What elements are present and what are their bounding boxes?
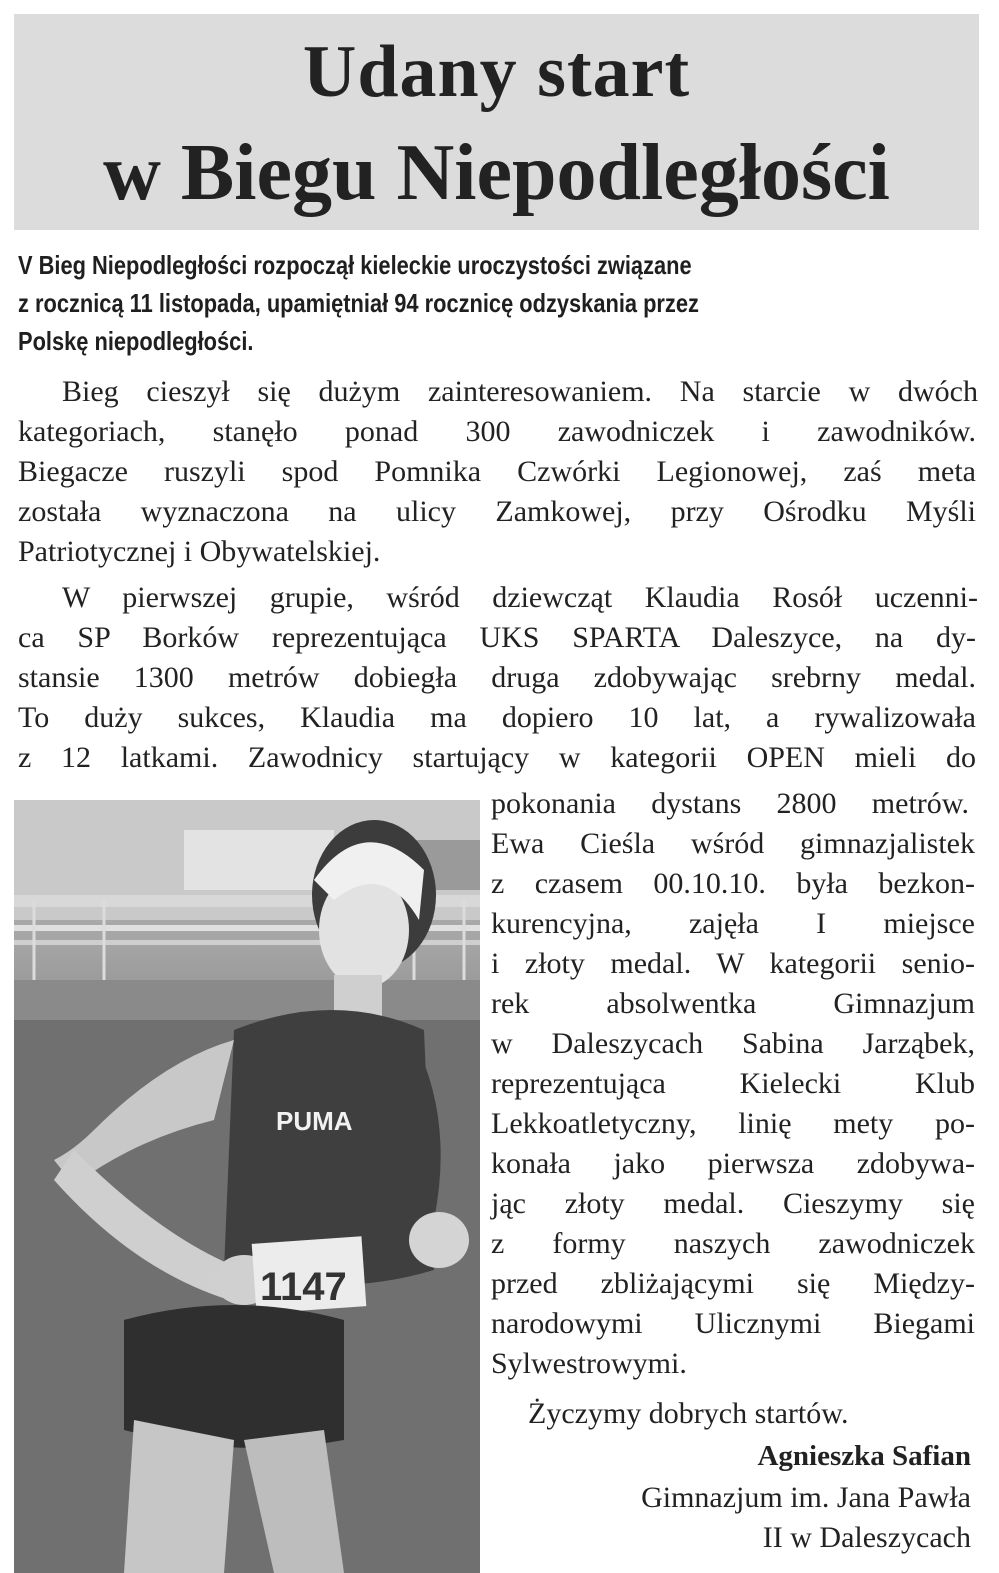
author-affiliation-line: Gimnazjum im. Jana Pawła xyxy=(641,1481,971,1514)
lead-paragraph xyxy=(18,246,980,360)
headline-line-1: Udany start xyxy=(302,31,691,113)
author-affiliation-line: II w Daleszycach xyxy=(762,1521,971,1554)
runner-illustration xyxy=(14,800,480,1573)
body-line: Bieg cieszył się dużym zainteresowaniem. Na starcie w dwóch xyxy=(62,375,978,408)
column-line: z formy naszych zawodniczek xyxy=(491,1227,975,1260)
column-line: w Daleszycach Sabina Jarząbek, xyxy=(491,1027,975,1060)
column-line: jąc złoty medal. Cieszymy się xyxy=(491,1187,975,1220)
author-name: Agnieszka Safian xyxy=(757,1440,971,1472)
bib-number: 1147 xyxy=(260,1265,347,1309)
body-line: ca SP Borków reprezentująca UKS SPARTA Daleszyce, na dy- xyxy=(18,621,976,654)
body-line: Biegacze ruszyli spod Pomnika Czwórki Legionowej, zaś meta xyxy=(18,455,976,488)
column-line: konała jako pierwsza zdobywa- xyxy=(491,1147,975,1180)
body-line: W pierwszej grupie, wśród dziewcząt Klaudia Rosół uczenni- xyxy=(62,581,978,614)
body-line: Patriotycznej i Obywatelskiej. xyxy=(18,535,381,568)
body-line: została wyznaczona na ulicy Zamkowej, przy Ośrodku Myśli xyxy=(18,495,976,528)
headline-line-2: w Biegu Niepodległości xyxy=(103,129,890,217)
body-line: kategoriach, stanęło ponad 300 zawodniczek i zawodników. xyxy=(18,415,976,448)
lead-line: V Bieg Niepodległości rozpoczął kieleckie uroczystości związane xyxy=(18,250,692,280)
lead-line: Polskę niepodległości. xyxy=(18,326,254,356)
column-line: reprezentująca Kielecki Klub xyxy=(491,1067,975,1100)
closing-wish: Życzymy dobrych startów. xyxy=(528,1397,849,1430)
column-line: Ewa Cieśla wśród gimnazjalistek xyxy=(491,827,975,860)
column-line: i złoty medal. W kategorii senio- xyxy=(491,947,975,980)
headline-box xyxy=(14,14,979,230)
column-line: pokonania dystans 2800 metrów. xyxy=(491,787,969,820)
column-line: narodowymi Ulicznymi Biegami xyxy=(491,1307,975,1340)
column-line: Lekkoatletyczny, linię mety po- xyxy=(491,1107,975,1140)
column-line: kurencyjna, zajęła I miejsce xyxy=(491,907,975,940)
body-line: To duży sukces, Klaudia ma dopiero 10 lat, a rywalizowała xyxy=(18,701,976,734)
column-line: z czasem 00.10.10. była bezkon- xyxy=(491,867,975,900)
column-line: rek absolwentka Gimnazjum xyxy=(491,987,975,1020)
body-line: z 12 latkami. Zawodnicy startujący w kategorii OPEN mieli do xyxy=(18,741,976,774)
body-line: stansie 1300 metrów dobiegła druga zdobywając srebrny medal. xyxy=(18,661,976,694)
lead-line: z rocznicą 11 listopada, upamiętniał 94 rocznicę odzyskania przez xyxy=(18,288,699,318)
shirt-logo-text: PUMA xyxy=(276,1106,353,1136)
runner-photo xyxy=(14,800,480,1573)
column-line: przed zbliżającymi się Między- xyxy=(491,1267,975,1300)
column-line: Sylwestrowymi. xyxy=(491,1347,687,1380)
